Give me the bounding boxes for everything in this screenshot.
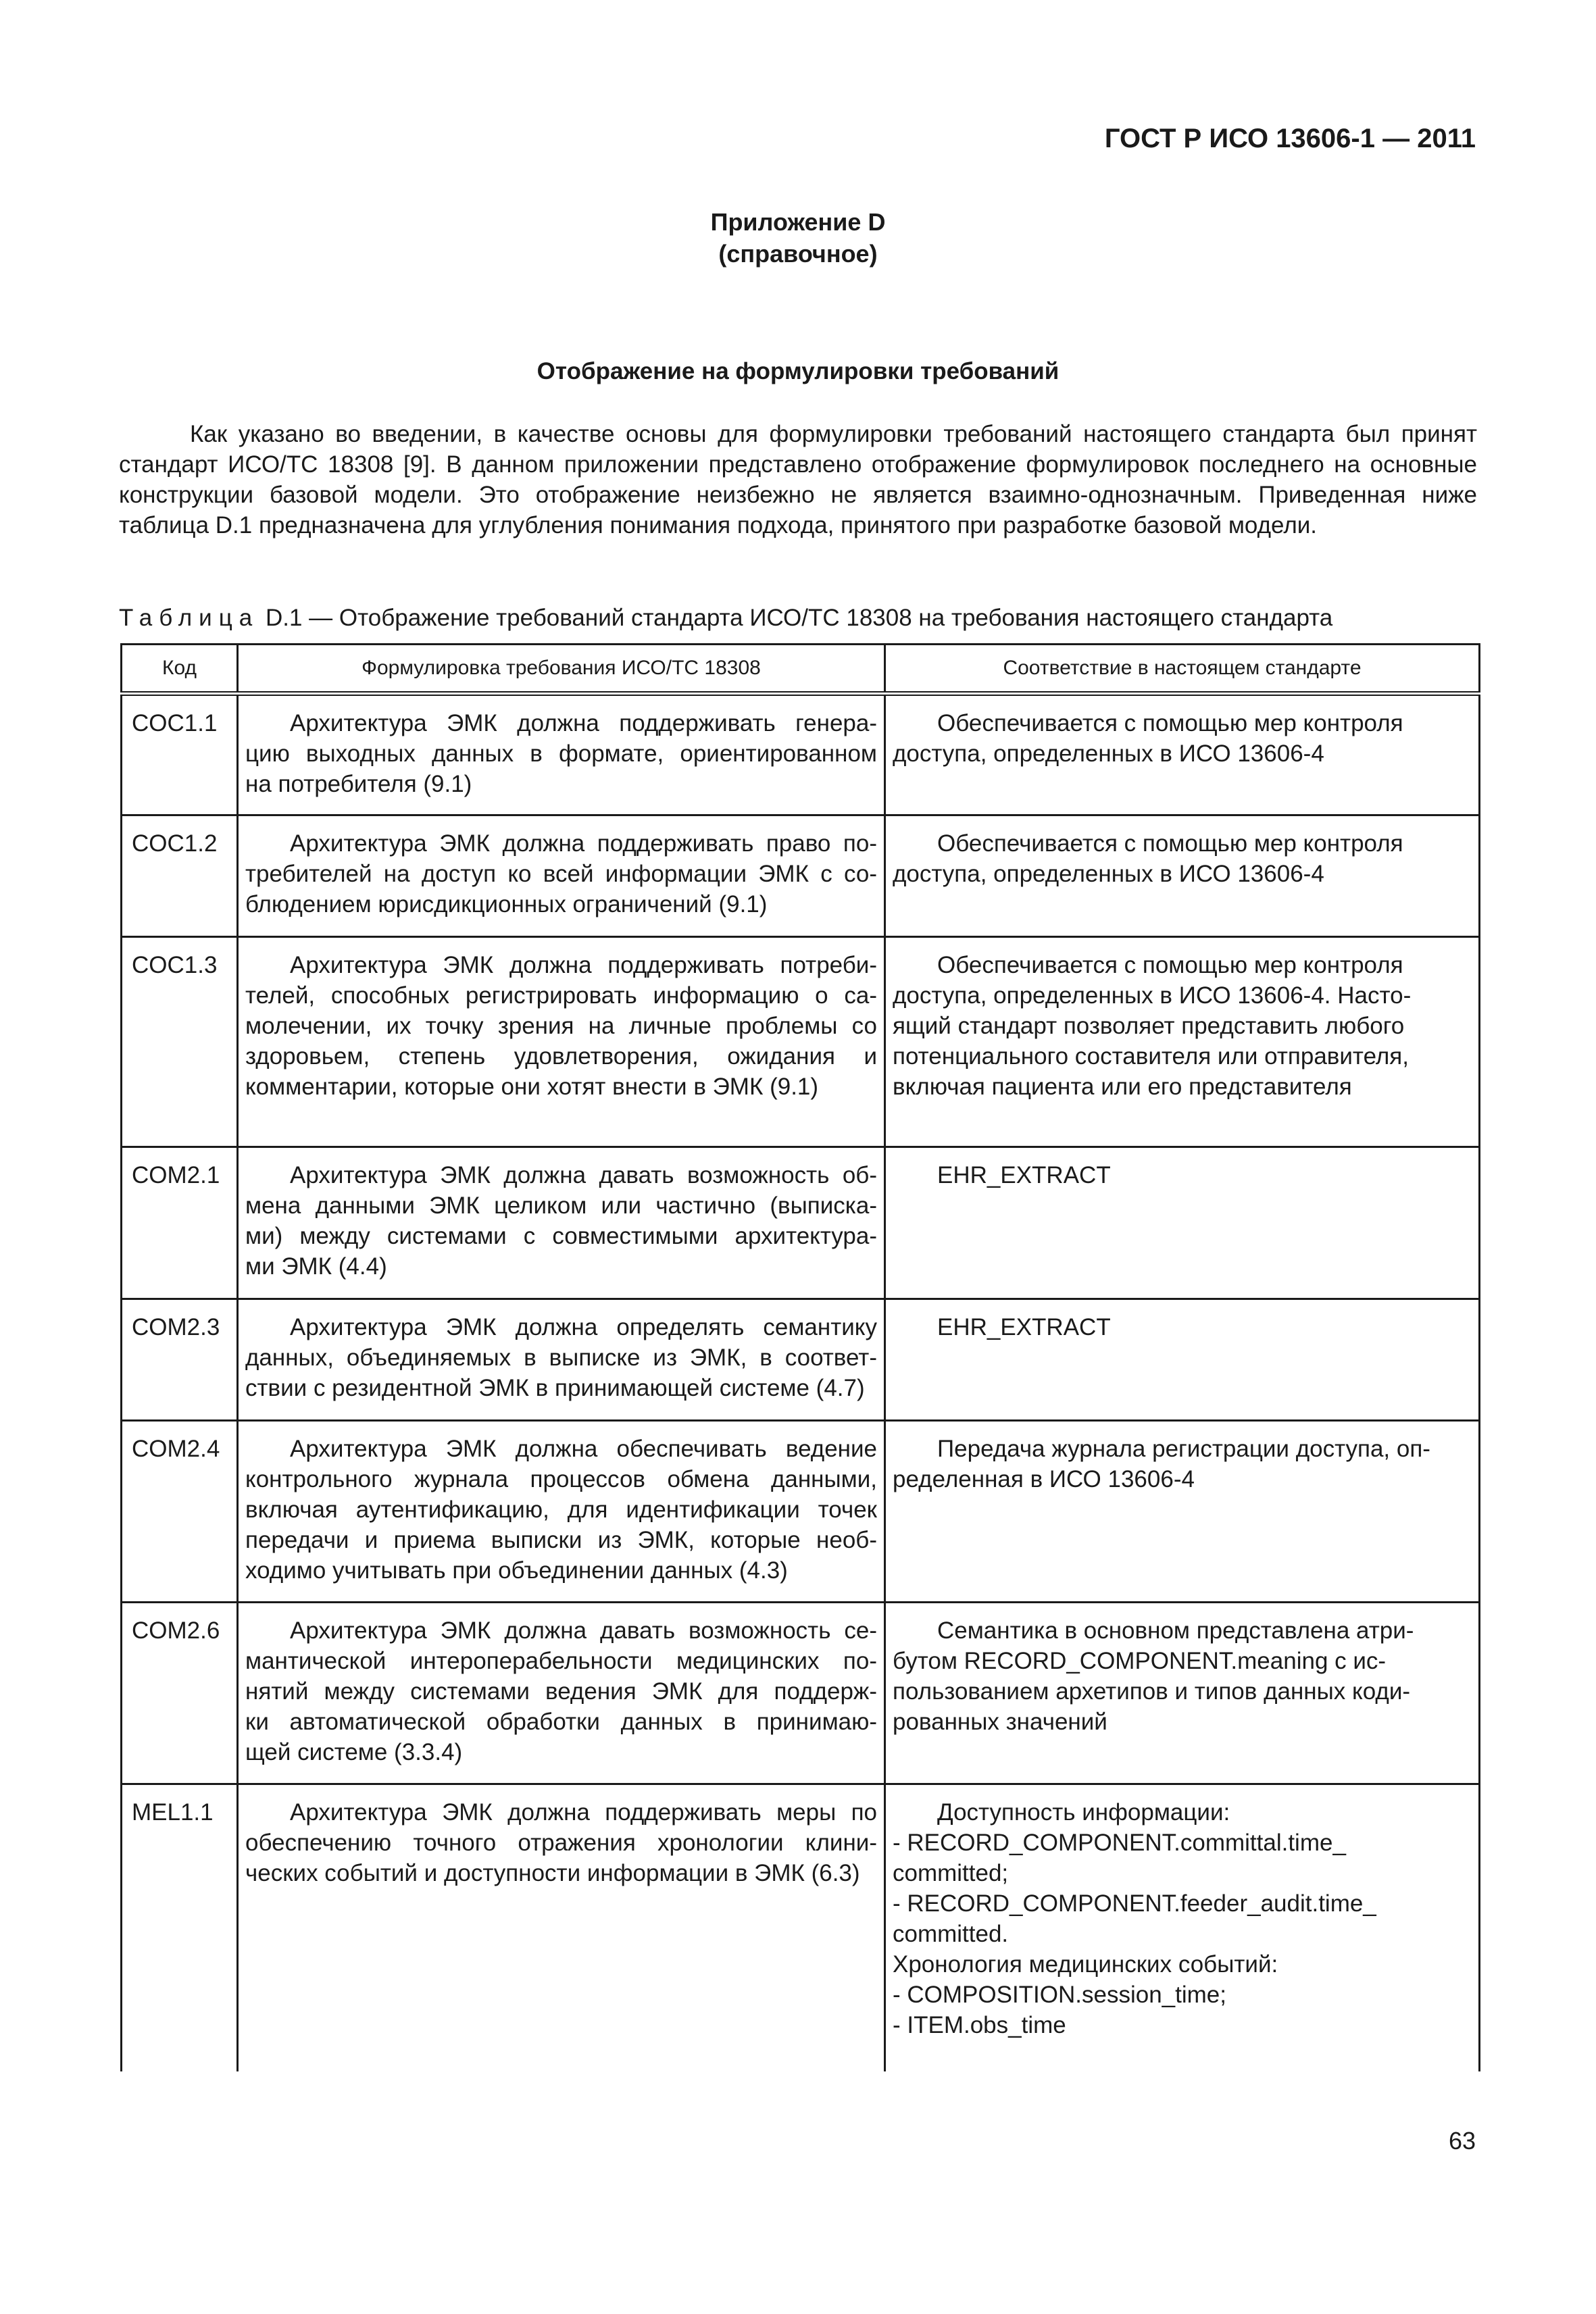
cell-text-line: committed; [893,1860,1009,1886]
cell-correspondence [885,694,1480,815]
cell-text-line: Обеспечивается с помощью мер контроля [937,710,1403,736]
cell-text-line: передачи и приема выписки из ЭМК, которые необ- [245,1527,877,1553]
cell-text-line: Обеспечивается с помощью мер контроля [937,952,1403,978]
cell-text-line: комментарии, которые они хотят внести в ЭМК (9.1) [245,1074,819,1100]
cell-text-line: - COMPOSITION.session_time; [893,1982,1226,2008]
cell-requirement [238,1421,885,1603]
cell-code: COC1.3 [122,937,238,1147]
cell-text-line: Доступность информации: [937,1799,1230,1826]
table-caption-text: D.1 — Отображение требований стандарта ИСО/ТС 18308 на требования настоящего стандарта [265,605,1333,631]
cell-text-line: блюдением юрисдикционных ограничений (9.1) [245,891,768,917]
cell-text-line: обеспечению точного отражения хронологии клини- [245,1830,877,1856]
cell-text-line: требителей на доступ ко всей информации ЭМК с со- [245,861,877,887]
header-correspondence: Соответствие в настоящем стандарте [885,645,1480,694]
cell-text-line: Обеспечивается с помощью мер контроля [937,830,1403,857]
table-row [122,1147,1480,1299]
cell-text-line: Архитектура ЭМК должна поддерживать право по- [290,830,877,857]
cell-code: COC1.1 [122,694,238,815]
cell-text-line: Архитектура ЭМК должна поддерживать меры по [290,1799,877,1826]
cell-correspondence [885,815,1480,937]
cell-text-line: рованных значений [893,1709,1107,1735]
document-id: ГОСТ Р ИСО 13606-1 — 2011 [1104,124,1476,153]
cell-text-line: Архитектура ЭМК должна определять семантику [290,1314,877,1340]
cell-text-line: мена данными ЭМК целиком или частично (выписка- [245,1192,877,1219]
cell-text-line: - RECORD_COMPONENT.feeder_audit.time_ [893,1890,1376,1917]
cell-text-line: Архитектура ЭМК должна давать возможность об- [290,1162,877,1188]
table-row [122,694,1480,815]
cell-text-line: Хронология медицинских событий: [893,1951,1278,1978]
cell-text-line: щей системе (3.3.4) [245,1739,463,1765]
cell-text-line: доступа, определенных в ИСО 13606-4 [893,740,1324,767]
cell-text-line: Передача журнала регистрации доступа, оп- [937,1436,1430,1462]
table-row [122,1784,1480,2071]
cell-text-line: мантической интероперабельности медицинских по- [245,1648,877,1674]
cell-text-line: бутом RECORD_COMPONENT.meaning с ис- [893,1648,1387,1674]
cell-requirement [238,1147,885,1299]
table-caption-label: Таблица [119,605,259,631]
cell-text-line: ми ЭМК (4.4) [245,1253,387,1280]
header-requirement: Формулировка требования ИСО/ТС 18308 [238,645,885,694]
cell-text-line: - RECORD_COMPONENT.committal.time_ [893,1830,1346,1856]
cell-text-line: ствии с резидентной ЭМК в принимающей системе (4.7) [245,1375,865,1401]
cell-correspondence [885,1147,1480,1299]
cell-text-line: - ITEM.obs_time [893,2012,1066,2038]
table-row [122,815,1480,937]
cell-text-line: Архитектура ЭМК должна давать возможность се- [290,1617,877,1644]
cell-requirement [238,815,885,937]
cell-text-line: ходимо учитывать при объединении данных (4.3) [245,1557,788,1584]
appendix-subtitle: (справочное) [718,240,878,268]
cell-code: COM2.4 [122,1421,238,1603]
cell-text-line: контрольного журнала процессов обмена данными, [245,1466,877,1492]
cell-text-line: цию выходных данных в формате, ориентированном [245,740,877,767]
cell-correspondence [885,1299,1480,1421]
cell-text-line: на потребителя (9.1) [245,771,472,797]
cell-requirement [238,937,885,1147]
cell-requirement [238,1603,885,1784]
page-number: 63 [1448,2127,1476,2155]
cell-text-line: доступа, определенных в ИСО 13606-4 [893,861,1324,887]
cell-text-line: нятий между системами ведения ЭМК для поддерж- [245,1678,877,1705]
cell-text-line: EHR_EXTRACT [937,1314,1111,1340]
table-row [122,1299,1480,1421]
header-code: Код [122,645,238,694]
cell-text-line: Архитектура ЭМК должна обеспечивать ведение [290,1436,877,1462]
cell-text-line: потенциального составителя или отправителя, [893,1043,1409,1070]
cell-code: COC1.2 [122,815,238,937]
cell-correspondence [885,1603,1480,1784]
cell-code: MEL1.1 [122,1784,238,2071]
cell-requirement [238,1299,885,1421]
table-body [122,694,1480,2071]
cell-text-line: доступа, определенных в ИСО 13606-4. Насто- [893,982,1412,1009]
cell-text-line: ки автоматической обработки данных в принимаю- [245,1709,877,1735]
cell-code: COM2.6 [122,1603,238,1784]
cell-text-line: здоровьем, степень удовлетворения, ожидания и [245,1043,877,1070]
intro-paragraph: Как указано во введении, в качестве основы для формулировки требований настоящего стандарта был принят стандарт ИСО/ТС 18308 [9]. В данном приложении представлено отображение формулировок последнего на основные конструкции базовой модели. Это отображение неизбежно не является взаимно-однозначным. Приведенная ниже таблица D.1 предназначена для углубления понимания подхода, принятого при разработке базовой модели. [119,421,1477,538]
cell-correspondence [885,1421,1480,1603]
cell-text-line: committed. [893,1921,1009,1947]
cell-text-line: включая аутентификацию, для идентификации точек [245,1496,877,1523]
appendix-title: Приложение D [710,208,886,236]
cell-correspondence [885,937,1480,1147]
cell-code: COM2.3 [122,1299,238,1421]
appendix-heading [0,206,1596,270]
table-caption [119,605,1491,632]
cell-text-line: ределенная в ИСО 13606-4 [893,1466,1195,1492]
cell-text-line: Семантика в основном представлена атри- [937,1617,1414,1644]
cell-text-line: пользованием архетипов и типов данных коди- [893,1678,1411,1705]
table-row [122,1421,1480,1603]
cell-text-line: данных, объединяемых в выписке из ЭМК, в соответ- [245,1344,877,1371]
cell-text-line: ми) между системами с совместимыми архитектура- [245,1223,877,1249]
cell-requirement [238,1784,885,2071]
cell-text-line: EHR_EXTRACT [937,1162,1111,1188]
table-row [122,937,1480,1147]
cell-requirement [238,694,885,815]
cell-text-line: молечении, их точку зрения на личные проблемы со [245,1013,877,1039]
cell-correspondence [885,1784,1480,2071]
section-title: Отображение на формулировки требований [537,358,1059,384]
cell-text-line: включая пациента или его представителя [893,1074,1352,1100]
requirements-table [120,643,1480,2071]
cell-text-line: телей, способных регистрировать информацию о са- [245,982,877,1009]
table-header-row [122,645,1480,694]
cell-text-line: ческих событий и доступности информации в ЭМК (6.3) [245,1860,860,1886]
cell-text-line: Архитектура ЭМК должна поддерживать генера- [290,710,877,736]
table-row [122,1603,1480,1784]
cell-code: COM2.1 [122,1147,238,1299]
cell-text-line: ящий стандарт позволяет представить любого [893,1013,1405,1039]
cell-text-line: Архитектура ЭМК должна поддерживать потреби- [290,952,877,978]
